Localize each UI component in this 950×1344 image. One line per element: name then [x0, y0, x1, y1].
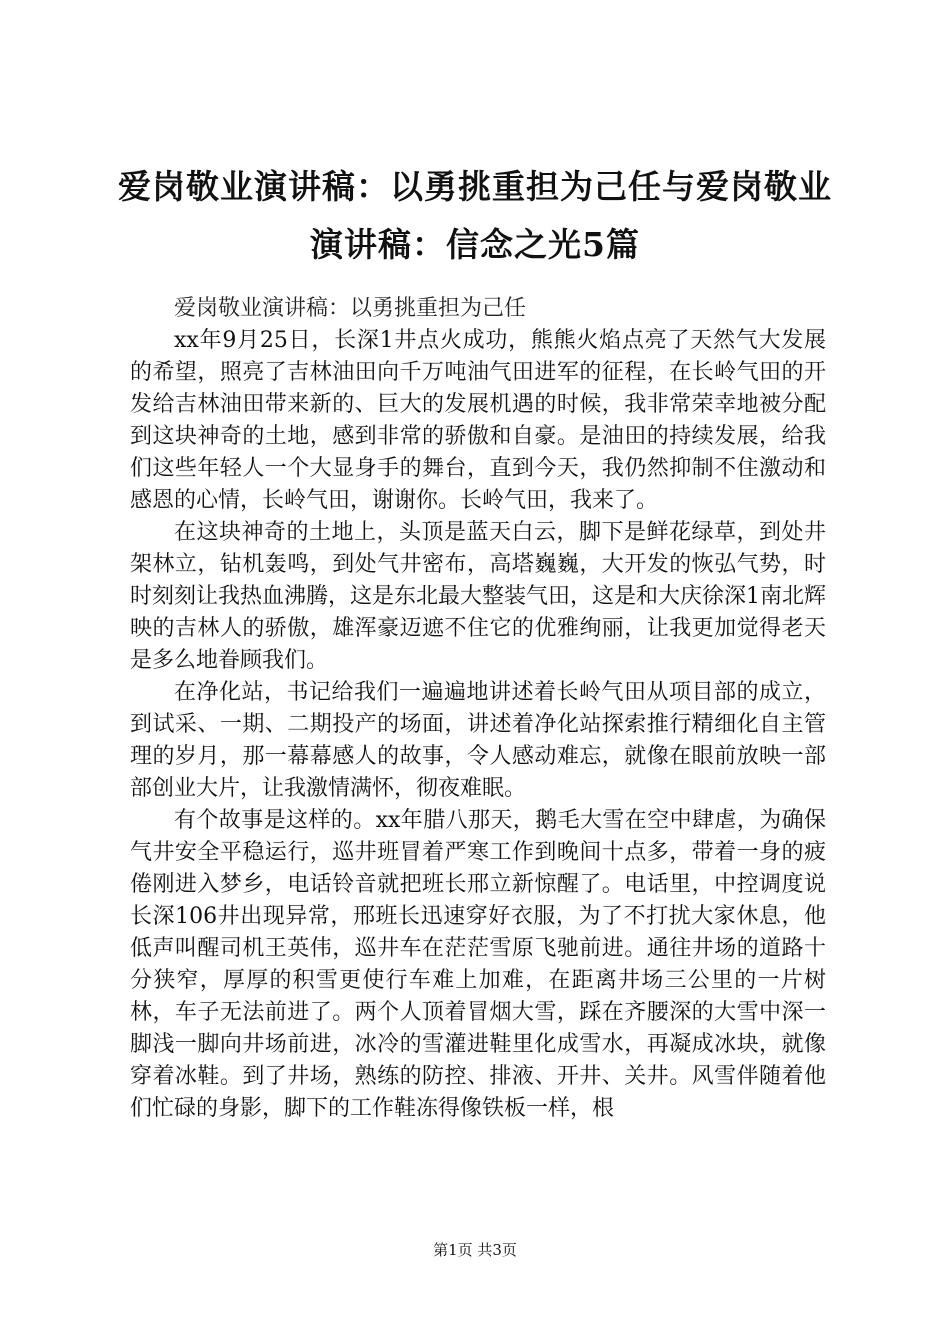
paragraph-1: xx年9月25日，长深1井点火成功，熊熊火焰点亮了天然气大发展的希望，照亮了吉林油田向千万吨油气田进军的征程，在长岭气田的开发给吉林油田带来新的、巨大的发展机遇的时候，我非常荣幸地被分配到这块神奇的土地，感到非常的骄傲和自豪。是油田的持续发展，给我们这些年轻人一个大显身手的舞台，直到今天，我仍然抑制不住激动和感恩的心情，长岭气田，谢谢你。长岭气田，我来了。 — [130, 328, 826, 513]
paragraph-4: 有个故事是这样的。xx年腊八那天，鹅毛大雪在空中肆虐，为确保气井安全平稳运行，巡井班冒着严寒工作到晚间十点多，带着一身的疲倦刚进入梦乡，电话铃音就把班长邢立新惊醒了。电话里，中控调度说长深106井出现异常，邢班长迅速穿好衣服，为了不打扰大家休息，他低声叫醒司机王英伟，巡井车在茫茫雪原飞驰前进。通往井场的道路十分狭窄，厚厚的积雪更使行车难上加难，在距离井场三公里的一片树林，车子无法前进了。两个人顶着冒烟大雪，踩在齐腰深的大雪中深一脚浅一脚向井场前进，冰冷的雪灌进鞋里化成雪水，再凝成冰块，就像穿着冰鞋。到了井场，熟练的防控、排液、开井、关井。风雪伴随着他们忙碌的身影，脚下的工作鞋冻得像铁板一样，根 — [130, 808, 826, 1121]
document-title: 爱岗敬业演讲稿：以勇挑重担为己任与爱岗敬业演讲稿：信念之光5篇 — [118, 167, 832, 264]
paragraph-2: 在这块神奇的土地上，头顶是蓝天白云，脚下是鲜花绿草，到处井架林立，钻机轰鸣，到处气井密布，高塔巍巍，大开发的恢弘气势，时时刻刻让我热血沸腾，这是东北最大整装气田，这是和大庆徐深1南北辉映的吉林人的骄傲，雄浑豪迈遮不住它的优雅绚丽，让我更加觉得老天是多么地眷顾我们。 — [130, 520, 826, 673]
paragraph-3: 在净化站，书记给我们一遍遍地讲述着长岭气田从项目部的成立，到试采、一期、二期投产的场面，讲述着净化站探索推行精细化自主管理的岁月，那一幕幕感人的故事，令人感动难忘，就像在眼前放映一部部创业大片，让我激情满怀，彻夜难眠。 — [130, 680, 826, 801]
page-number-footer: 第1页 共3页 — [433, 1241, 517, 1259]
document-body — [130, 293, 826, 1125]
section-heading: 爱岗敬业演讲稿：以勇挑重担为己任 — [174, 296, 527, 321]
